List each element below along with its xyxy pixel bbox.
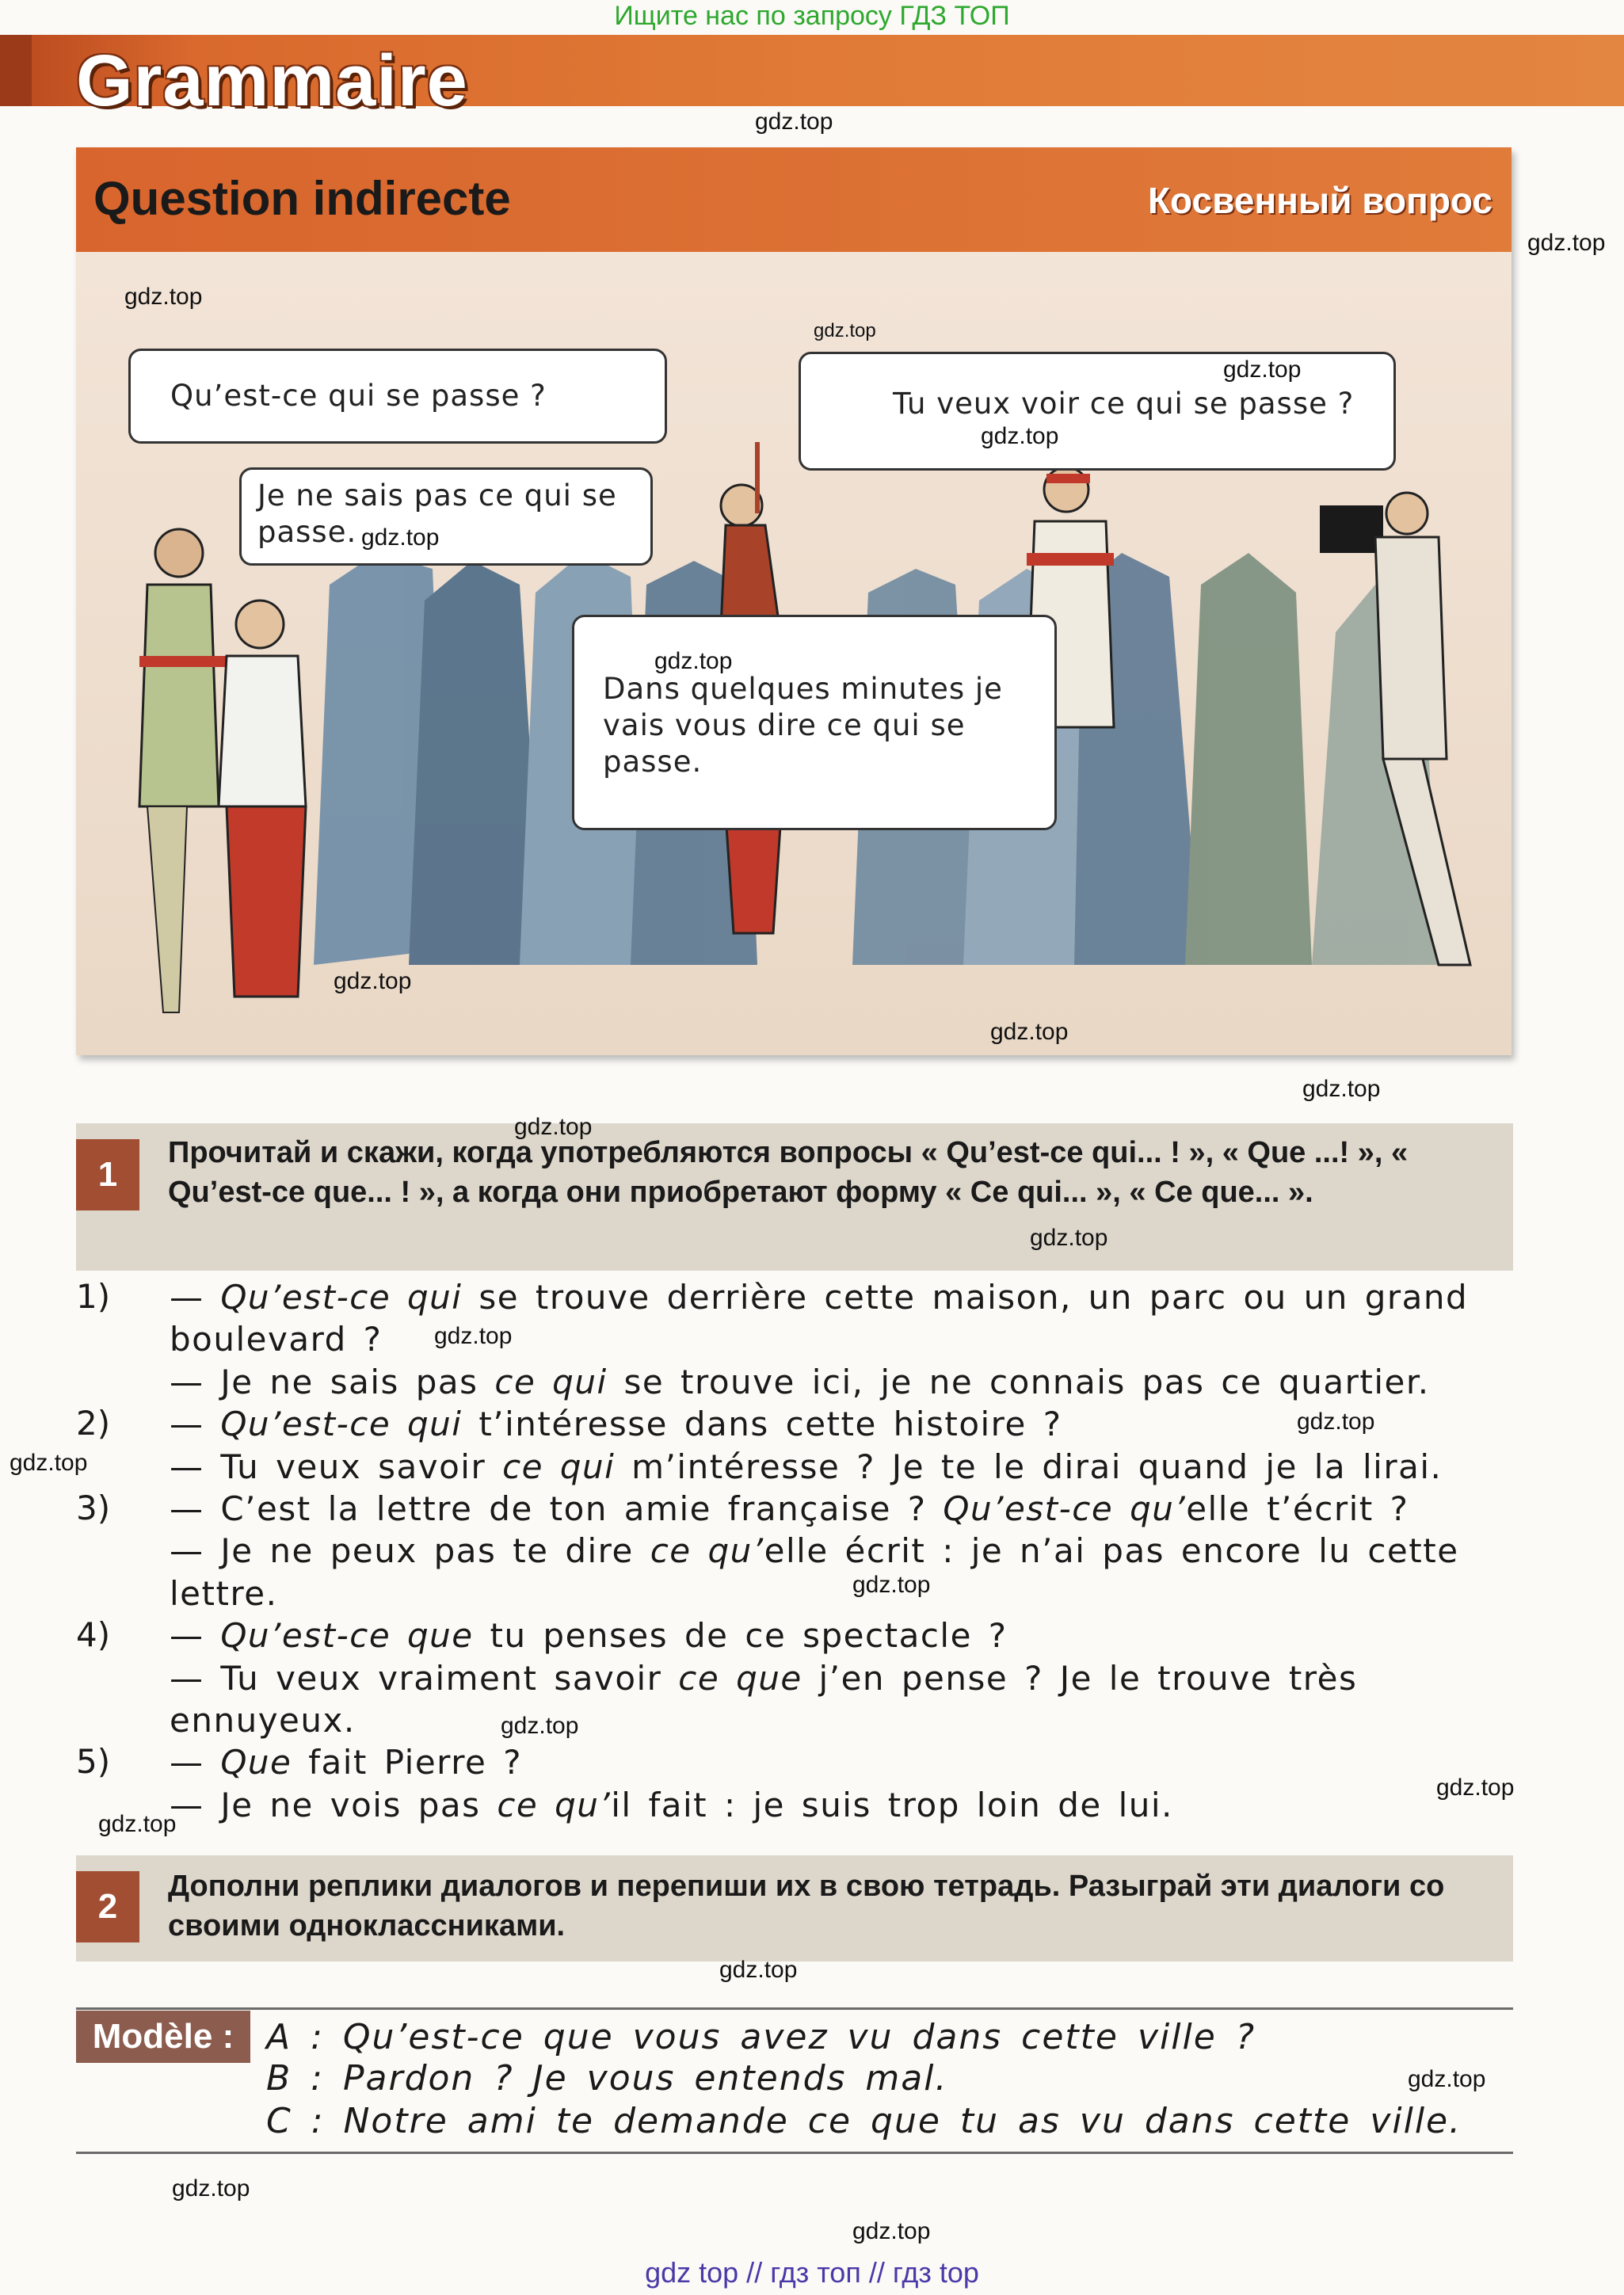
dialogue-text: t’intéresse dans cette histoire ?	[462, 1405, 1062, 1444]
watermark: gdz.top	[1408, 2066, 1486, 2092]
watermark: gdz.top	[1527, 230, 1606, 256]
watermark: gdz.top	[1302, 1076, 1381, 1102]
emphasized-phrase: Que	[220, 1743, 292, 1782]
modele-bottom-rule	[76, 2152, 1513, 2154]
watermark: gdz.top	[514, 1114, 593, 1140]
item-number: 3)	[76, 1489, 111, 1527]
dialogue-text: —	[170, 1405, 221, 1444]
dialogue-line	[170, 1615, 1508, 1656]
bubble-text: Je ne sais pas ce qui se passe.	[257, 478, 617, 549]
emphasized-phrase: ce qui	[502, 1447, 616, 1486]
dialogue-text: fait Pierre ?	[292, 1743, 523, 1782]
watermark: gdz.top	[172, 2175, 250, 2202]
watermark: gdz.top	[1030, 1225, 1108, 1251]
footer-links[interactable]: gdz top // гдз топ // гдз top	[645, 2256, 979, 2289]
emphasized-phrase: Qu’est-ce qu’	[943, 1489, 1187, 1528]
bubble-text: Qu’est-ce qui se passe ?	[170, 379, 547, 413]
dialogue-text: lettre.	[170, 1573, 278, 1613]
exercise-2-instruction	[76, 1855, 1513, 1961]
emphasized-phrase: ce qui	[494, 1362, 608, 1401]
dialogue-line	[170, 1362, 1508, 1403]
watermark: gdz.top	[814, 320, 876, 341]
watermark: gdz.top	[654, 648, 733, 674]
watermark: gdz.top	[719, 1957, 798, 1983]
dialogue-text: — Je ne sais pas	[170, 1362, 495, 1401]
dialogue-text: elle t’écrit ?	[1186, 1489, 1409, 1528]
watermark: gdz.top	[852, 2218, 931, 2244]
dialogue-line	[170, 1489, 1508, 1530]
watermark: gdz.top	[852, 1572, 931, 1598]
dialogue-text: ennuyeux.	[170, 1701, 356, 1740]
section-title: Grammaire	[76, 40, 468, 121]
item-number: 1)	[76, 1277, 111, 1316]
watermark: gdz.top	[981, 423, 1059, 449]
watermark: gdz.top	[1297, 1409, 1375, 1435]
dialogue-line	[170, 1573, 1508, 1615]
watermark: gdz.top	[501, 1713, 579, 1739]
dialogue-line	[170, 1447, 1508, 1488]
panel-header	[76, 147, 1512, 252]
watermark: gdz.top	[98, 1811, 177, 1837]
watermark: gdz.top	[434, 1323, 513, 1349]
dialogue-text: — Je ne vois pas	[170, 1785, 497, 1824]
dialogue-line	[170, 1742, 1508, 1783]
dialogue-line	[170, 1277, 1508, 1318]
watermark: gdz.top	[1436, 1775, 1515, 1801]
dialogue-text: j’en pense ? Je le trouve très	[802, 1658, 1358, 1698]
emphasized-phrase: Qu’est-ce qui	[220, 1278, 463, 1317]
exercise-number: 2	[76, 1871, 139, 1942]
grammar-panel	[76, 147, 1512, 1055]
dialogue-text: — Tu veux savoir	[170, 1447, 503, 1486]
dialogue-line	[170, 1658, 1508, 1699]
boy-figure	[219, 600, 306, 997]
dialogue-text: — C’est la lettre de ton amie française ?	[170, 1489, 944, 1528]
header-band-edge	[0, 35, 32, 106]
item-number: 4)	[76, 1615, 111, 1655]
emphasized-phrase: ce que	[678, 1658, 802, 1698]
watermark: gdz.top	[361, 524, 440, 551]
modele-top-rule	[76, 2007, 1513, 2010]
watermark: gdz.top	[755, 109, 833, 135]
watermark: gdz.top	[124, 284, 203, 310]
dialogue-text: —	[170, 1616, 221, 1656]
exercise-instruction-text: Дополни реплики диалогов и перепиши их в свою тетрадь. Разыграй эти диалоги со своими одноклассниками.	[168, 1870, 1445, 1942]
dialogue-line	[170, 1319, 1508, 1360]
exercise-instruction-text: Прочитай и скажи, когда употребляются вопросы « Qu’est-ce qui... ! », « Que ...! », « Qu’est-ce que... ! », а когда они приобретают форму « Ce qui... », « Ce que... ».	[168, 1136, 1409, 1209]
modele-line: C : Notre ami te demande ce que tu as vu dans cette ville.	[266, 2101, 1462, 2141]
watermark: gdz.top	[10, 1450, 88, 1476]
dialogue-text: se trouve ici, je ne connais pas ce quartier.	[607, 1362, 1430, 1401]
emphasized-phrase: Qu’est-ce que	[220, 1616, 474, 1656]
dialogue-text: boulevard ?	[170, 1320, 383, 1359]
dialogue-line	[170, 1785, 1508, 1826]
modele-line: B : Pardon ? Je vous entends mal.	[266, 2058, 948, 2099]
exercise-1-instruction	[76, 1123, 1513, 1271]
exercise-number: 1	[76, 1139, 139, 1210]
modele-line: A : Qu’est-ce que vous avez vu dans cette ville ?	[266, 2017, 1256, 2057]
dialogue-text: m’intéresse ? Je te le dirai quand je la lirai.	[615, 1447, 1443, 1486]
search-banner[interactable]: Ищите нас по запросу ГДЗ ТОП	[614, 1, 1010, 31]
watermark: gdz.top	[990, 1019, 1069, 1045]
bubble-text: Tu veux voir ce qui se passe ?	[893, 387, 1355, 421]
watermark: gdz.top	[334, 968, 412, 994]
speech-bubble-few-minutes	[572, 615, 1057, 830]
speech-bubble-dont-know	[239, 467, 653, 566]
bubble-text: Dans quelques minutes je vais vous dire ce qui se passe.	[603, 672, 1003, 779]
dialogue-text: elle écrit : je n’ai pas encore lu cette	[764, 1531, 1459, 1571]
item-number: 5)	[76, 1742, 111, 1782]
dialogue-text: — Tu veux vraiment savoir	[170, 1658, 679, 1698]
dialogue-text: —	[170, 1278, 221, 1317]
speech-bubble-want-see	[799, 352, 1396, 471]
emphasized-phrase: ce qu’	[497, 1785, 612, 1824]
watermark: gdz.top	[1223, 356, 1302, 383]
panel-title-french: Question indirecte	[93, 172, 511, 225]
dialogue-text: se trouve derrière cette maison, un parc ou un grand	[462, 1278, 1469, 1317]
dialogue-text: — Je ne peux pas te dire	[170, 1531, 650, 1571]
emphasized-phrase: ce qu’	[650, 1531, 764, 1571]
modele-label: Modèle :	[76, 2011, 250, 2063]
panel-title-russian: Косвенный вопрос	[1147, 180, 1492, 221]
dialogue-line	[170, 1531, 1508, 1572]
dialogue-line	[170, 1700, 1508, 1741]
emphasized-phrase: Qu’est-ce qui	[220, 1405, 463, 1444]
dialogue-text: —	[170, 1743, 221, 1782]
dialogue-text: tu penses de ce spectacle ?	[473, 1616, 1008, 1656]
speech-bubble-question	[128, 349, 667, 444]
item-number: 2)	[76, 1404, 111, 1443]
dialogue-text: il fait : je suis trop loin de lui.	[611, 1785, 1173, 1824]
